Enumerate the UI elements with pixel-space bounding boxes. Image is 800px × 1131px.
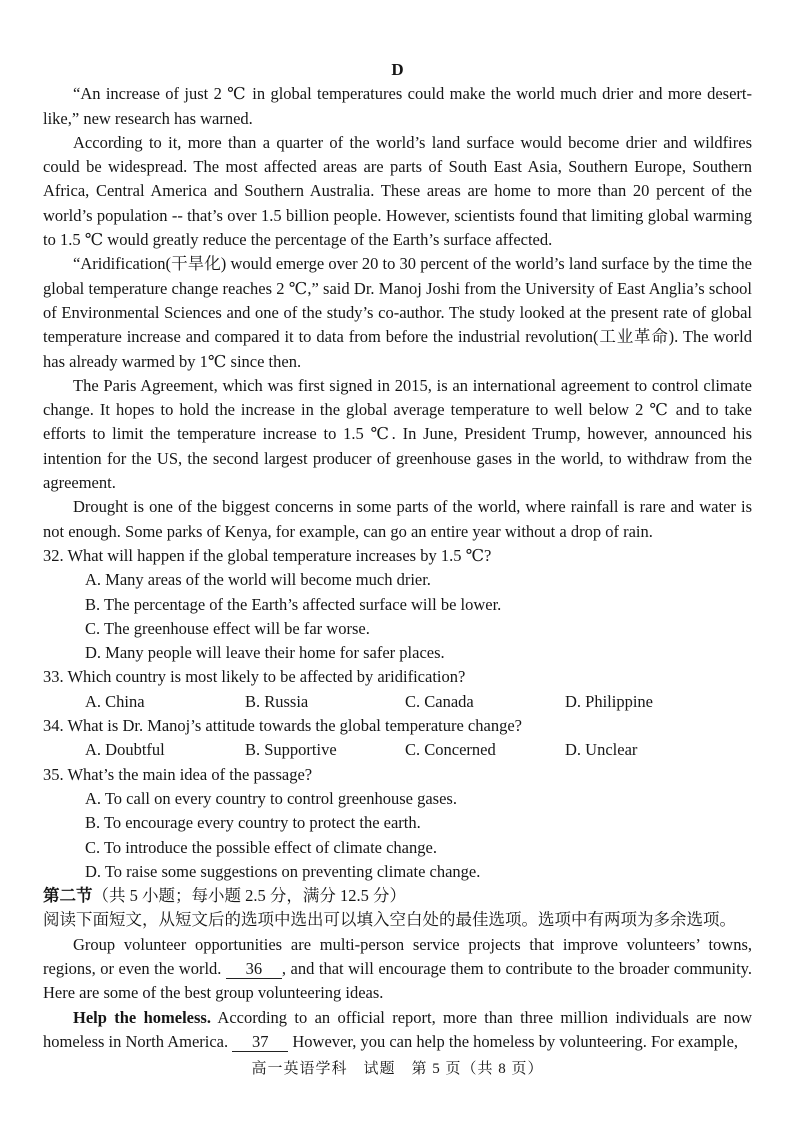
question-33-option-a: A. China: [85, 691, 145, 711]
cloze-blank-37-number: 37: [252, 1031, 269, 1051]
passage-paragraph-1: “An increase of just 2 ℃ in global temperatures could make the world much drier and more desert-like,” new research has warned.: [43, 84, 752, 128]
question-35-option-c: C. To introduce the possible effect of climate change.: [85, 837, 437, 857]
question-32-option-c: C. The greenhouse effect will be far worse.: [85, 618, 370, 638]
question-33-option-b: B. Russia: [245, 691, 309, 711]
passage-paragraph-2: According to it, more than a quarter of the world’s land surface would become drier and wildfires could be widespread. The most affected areas are parts of South East Asia, Southern Europe, Southern Africa, Central America and Southern Australia. These areas are home to more than 20 percent of the world’s population -- that’s over 1.5 billion people. However, scientists found that limiting global warming to 1.5 ℃ would greatly reduce the percentage of the Earth’s surface affected.: [43, 132, 752, 250]
question-35: [43, 763, 752, 884]
cloze-homeless-paragraph: [43, 1006, 752, 1055]
question-35-option-a: A. To call on every country to control greenhouse gases.: [85, 788, 457, 808]
question-33-option-c: C. Canada: [405, 691, 474, 711]
question-34-option-d: D. Unclear: [565, 740, 638, 760]
question-34-option-b: B. Supportive: [245, 740, 337, 760]
question-32-options: [43, 568, 752, 665]
question-33-option-d: D. Philippine: [565, 691, 654, 711]
passage-d-title: D: [391, 60, 404, 79]
passage-paragraph-3: “Aridification(干旱化) would emerge over 20 to 30 percent of the world’s land surface by the time the global temperature change reaches 2 ℃,” said Dr. Manoj Joshi from the University of East Anglia’s school of Environmental Sciences and one of the study’s co-author. The study looked at the present rate of global temperature increase and compared it to data from before the industrial revolution(工业革命). The world has already warmed by 1℃ since then.: [43, 254, 752, 371]
question-35-option-d: D. To raise some suggestions on preventing climate change.: [85, 861, 481, 881]
passage-paragraph-4: The Paris Agreement, which was first signed in 2015, is an international agreement to control climate change. It hopes to hold the increase in the global average temperature to well below 2 ℃ and to take efforts to limit the temperature increase to 1.5 ℃. In June, President Trump, however, announced his intention for the US, the second largest producer of greenhouse gases in the world, to withdraw from the agreement.: [43, 375, 752, 493]
question-32-option-a: A. Many areas of the world will become much drier.: [85, 570, 431, 590]
cloze-intro-text-before: Group volunteer opportunities are multi-person service projects that improve volunteers’ towns, regions, or even the world.: [43, 934, 752, 978]
question-34-options: [43, 738, 752, 762]
section-two-heading-detail: （共 5 小题；每小题 2.5 分，满分 12.5 分）: [92, 886, 406, 906]
question-32-option-d: D. Many people will leave their home for safer places.: [85, 643, 445, 663]
question-33: [43, 665, 752, 714]
cloze-homeless-lead: Help the homeless.: [73, 1007, 211, 1027]
cloze-blank-36: [226, 959, 282, 979]
question-34-option-c: C. Concerned: [405, 740, 496, 760]
page-footer: 高一英语学科 试题 第 5 页（共 8 页）: [251, 1061, 544, 1078]
passage-paragraph-5: Drought is one of the biggest concerns in some parts of the world, where rainfall is rare and water is not enough. Some parks of Kenya, for example, can go an entire year without a drop of rain.: [43, 497, 752, 541]
question-34-stem: 34. What is Dr. Manoj’s attitude towards the global temperature change?: [43, 716, 522, 736]
question-35-options: [43, 787, 752, 884]
question-35-stem: 35. What’s the main idea of the passage?: [43, 764, 313, 784]
question-34: [43, 714, 752, 763]
question-35-option-b: B. To encourage every country to protect the earth.: [85, 813, 421, 833]
question-33-stem: 33. Which country is most likely to be affected by aridification?: [43, 667, 466, 687]
cloze-homeless-text-before: According to an official report, more than three million individuals are now homeless in North America.: [43, 1007, 752, 1051]
question-32-stem: 32. What will happen if the global temperature increases by 1.5 ℃?: [43, 545, 492, 565]
section-two-heading: [43, 884, 752, 908]
question-32: [43, 544, 752, 665]
question-32-option-b: B. The percentage of the Earth’s affected surface will be lower.: [85, 594, 502, 614]
section-two-instructions: 阅读下面短文，从短文后的选项中选出可以填入空白处的最佳选项。选项中有两项为多余选项。: [43, 910, 736, 930]
cloze-homeless-text-after: However, you can help the homeless by volunteering. For example,: [288, 1031, 739, 1051]
cloze-intro-paragraph: [43, 933, 752, 1006]
cloze-blank-36-number: 36: [245, 958, 263, 978]
section-two-heading-label: 第二节: [43, 886, 93, 906]
cloze-intro-text-after: , and that will encourage them to contribute to the broader community. Here are some of the best group volunteering ideas.: [43, 958, 752, 1003]
question-34-option-a: A. Doubtful: [85, 740, 165, 760]
question-33-options: [43, 690, 752, 714]
cloze-blank-37: [232, 1032, 288, 1052]
